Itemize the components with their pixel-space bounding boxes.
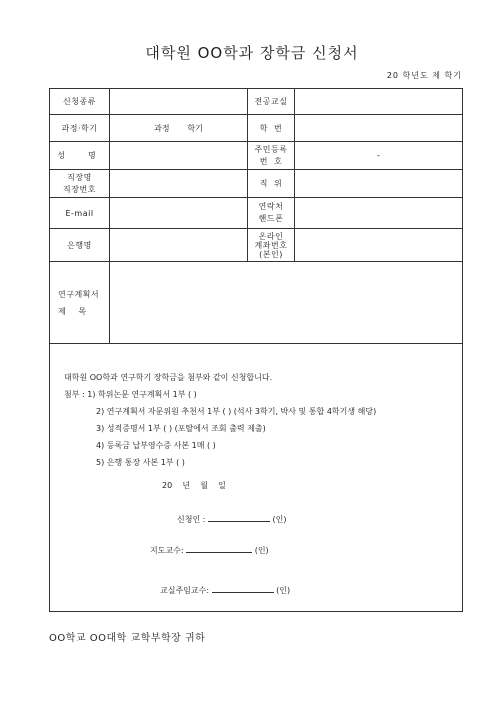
applicant-seal: (인) bbox=[272, 515, 287, 524]
field-resident-no[interactable]: - bbox=[295, 142, 463, 170]
recipient-line: OO학교 OO대학 교학부학장 귀하 bbox=[49, 633, 206, 644]
row-application-body bbox=[50, 344, 463, 612]
advisor-signature-field[interactable] bbox=[186, 543, 252, 553]
label-research-plan-line2: 제 목 bbox=[58, 306, 87, 316]
label-online-line1: 온라인 bbox=[258, 231, 284, 241]
label-position: 직 위 bbox=[248, 170, 295, 198]
field-contact[interactable] bbox=[295, 198, 463, 229]
row-email bbox=[50, 198, 463, 229]
label-workplace-line2: 직장번호 bbox=[63, 184, 96, 194]
semester-line: 20 학년도 제 학기 bbox=[386, 71, 462, 80]
label-online-account bbox=[248, 229, 295, 262]
lab-head-signature-field[interactable] bbox=[212, 583, 274, 593]
label-workplace-line1: 직장명 bbox=[67, 172, 92, 182]
label-resident-no-line2: 번 호 bbox=[259, 156, 283, 166]
lab-head-signature-line bbox=[160, 583, 290, 596]
application-intro: 대학원 OO학과 연구학기 장학금을 첨부와 같이 신청합니다. bbox=[64, 373, 273, 382]
attachment-item: 2) 연구계획서 자문위원 추천서 1부 ( ) (석사 3학기, 박사 및 통합 4학기생 해당) bbox=[96, 407, 377, 416]
row-scholarship-type bbox=[50, 89, 463, 115]
label-name: 성 명 bbox=[50, 142, 110, 170]
label-research-plan bbox=[50, 262, 110, 344]
application-body bbox=[50, 344, 463, 612]
label-online-line3: (본인) bbox=[259, 249, 283, 259]
field-research-plan-title[interactable] bbox=[110, 262, 463, 344]
advisor-seal: (인) bbox=[254, 546, 269, 555]
field-position[interactable] bbox=[295, 170, 463, 198]
applicant-signature-field[interactable] bbox=[208, 512, 270, 522]
label-contact-line2: 핸드폰 bbox=[258, 214, 284, 223]
label-resident-no-line1: 주민등록 bbox=[254, 144, 288, 154]
field-scholarship-type[interactable] bbox=[110, 89, 248, 115]
label-scholarship-type: 신청종류 bbox=[50, 89, 110, 115]
row-workplace bbox=[50, 170, 463, 198]
applicant-label: 신청인 : bbox=[177, 515, 206, 524]
label-contact-line1: 연락처 bbox=[258, 202, 284, 211]
field-workplace[interactable] bbox=[110, 170, 248, 198]
label-email: E-mail bbox=[50, 198, 110, 229]
application-date: 20 년 월 일 bbox=[162, 481, 226, 490]
field-student-id[interactable] bbox=[295, 115, 463, 142]
attachment-item: 5) 은행 통장 사본 1부 ( ) bbox=[96, 458, 185, 467]
field-online-account[interactable] bbox=[295, 229, 463, 262]
field-lab[interactable] bbox=[295, 89, 463, 115]
attachment-item: 4) 등록금 납부영수증 사본 1매 ( ) bbox=[96, 441, 216, 450]
attachment-item: 첨부 : 1) 학위논문 연구계획서 1부 ( ) bbox=[64, 390, 197, 399]
label-workplace bbox=[50, 170, 110, 198]
field-email[interactable] bbox=[110, 198, 248, 229]
label-contact bbox=[248, 198, 295, 229]
label-resident-no bbox=[248, 142, 295, 170]
document-title: 대학원 OO학과 장학금 신청서 bbox=[145, 44, 359, 62]
label-course-semester: 과정·학기 bbox=[50, 115, 110, 142]
advisor-signature-line bbox=[150, 543, 269, 556]
row-bank bbox=[50, 229, 463, 262]
row-course bbox=[50, 115, 463, 142]
field-course-semester[interactable]: 과정 학기 bbox=[110, 115, 248, 142]
lab-head-label: 교실주임교수: bbox=[160, 586, 210, 595]
label-lab: 전공교실 bbox=[248, 89, 295, 115]
label-student-id: 학 번 bbox=[248, 115, 295, 142]
field-name[interactable] bbox=[110, 142, 248, 170]
lab-head-seal: (인) bbox=[276, 586, 291, 595]
field-bank[interactable] bbox=[110, 229, 248, 262]
label-research-plan-line1: 연구계획서 bbox=[58, 289, 100, 299]
row-name bbox=[50, 142, 463, 170]
row-research-plan bbox=[50, 262, 463, 344]
label-online-line2: 계좌번호 bbox=[254, 240, 288, 250]
advisor-label: 지도교수: bbox=[150, 546, 184, 555]
label-bank: 은행명 bbox=[50, 229, 110, 262]
applicant-signature-line bbox=[177, 512, 287, 525]
attachment-item: 3) 성적증명서 1부 ( ) (포탈에서 조회 출력 제출) bbox=[96, 424, 266, 433]
application-form-table bbox=[49, 88, 463, 612]
